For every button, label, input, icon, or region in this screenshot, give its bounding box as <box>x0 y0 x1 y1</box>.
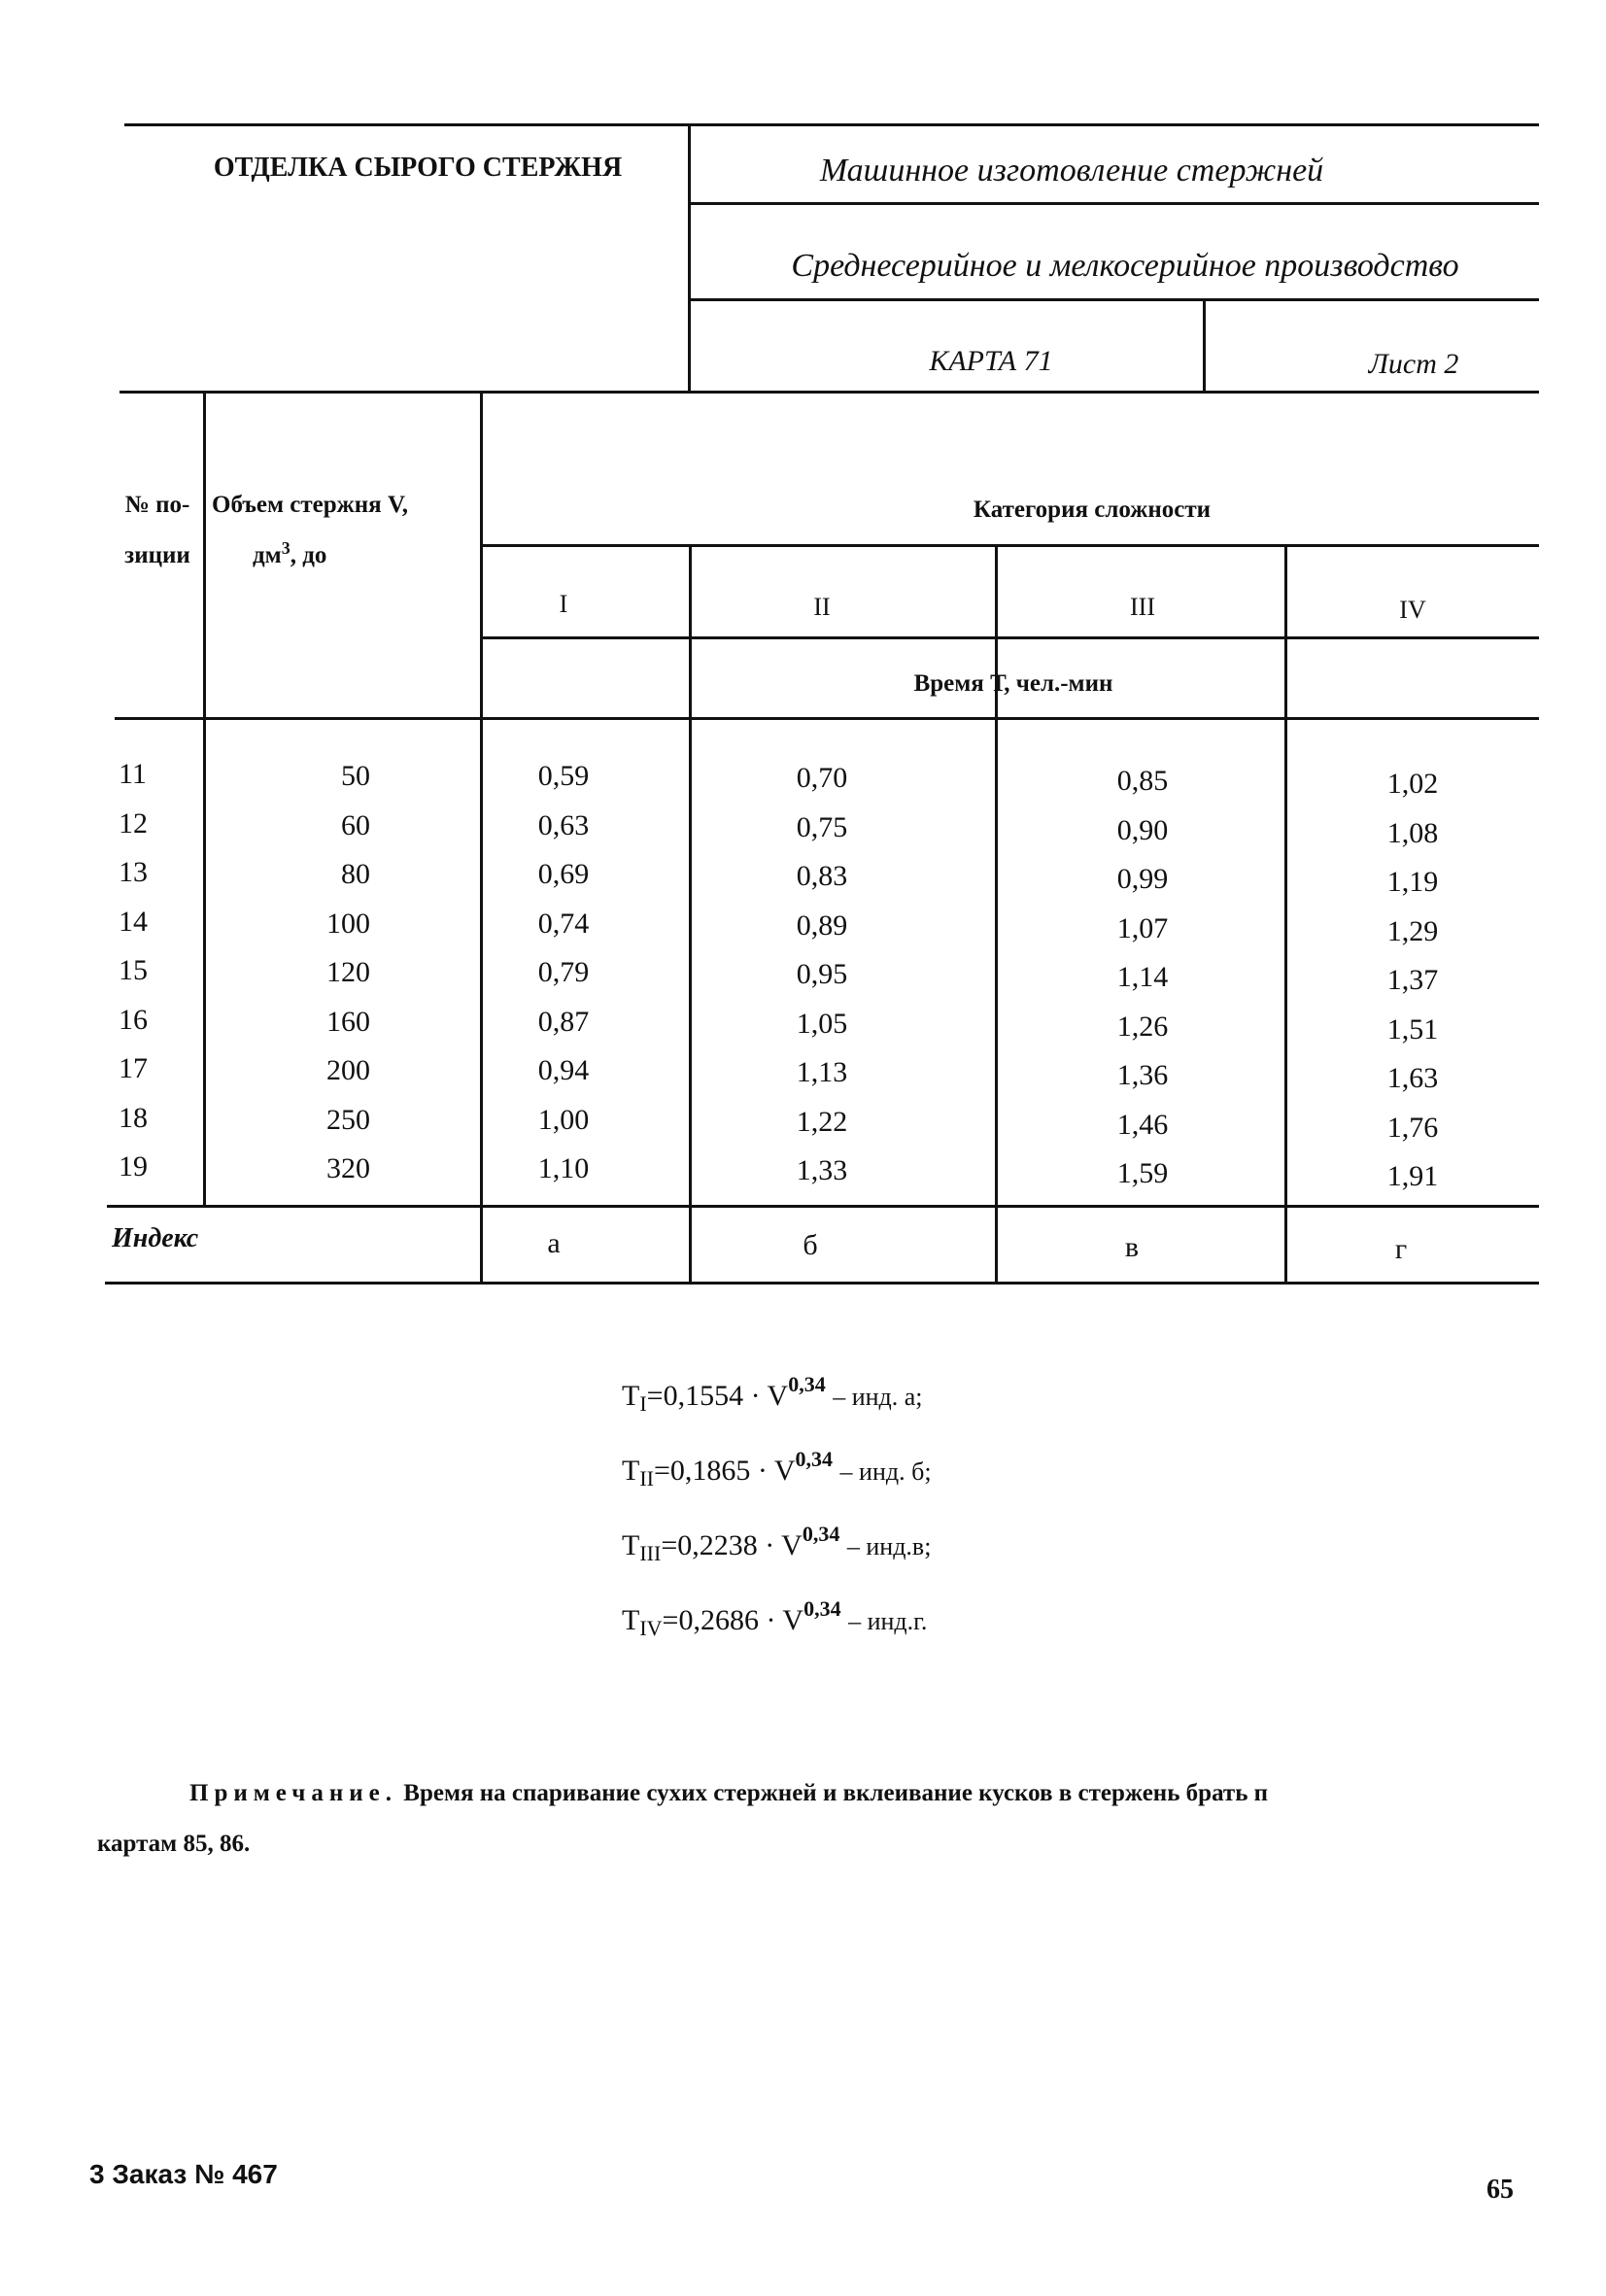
formula-IV: $T_{IV}=0,2686 \cdot V^{0,34} - инд.г$. <box>622 1596 928 1640</box>
row-time-cat-1: 1,10 <box>537 1152 590 1184</box>
row-time-cat-1: 0,69 <box>537 858 590 890</box>
header-divider <box>688 123 691 393</box>
row-time-cat-1: 0,59 <box>537 760 590 792</box>
header-rule-1 <box>688 202 1539 205</box>
row-time-cat-4: 1,19 <box>1386 866 1439 898</box>
note-label: Примечание. <box>189 1780 398 1806</box>
row-time-cat-3: 1,36 <box>1116 1059 1169 1091</box>
category-II: II <box>813 593 831 621</box>
section-title: ОТДЕЛКА СЫРОГО СТЕРЖНЯ <box>213 153 623 183</box>
process-title: Машинное изготовление стержней <box>819 153 1324 188</box>
category-III: III <box>1130 593 1155 621</box>
row-time-cat-2: 1,13 <box>796 1056 848 1088</box>
row-time-cat-2: 0,95 <box>796 958 848 990</box>
formula-I: $T_I=0,1554 \cdot V^{0,34}$ – инд. а; <box>622 1372 923 1416</box>
sheet-number: Лист 2 <box>1368 348 1459 380</box>
row-position: 17 <box>119 1052 148 1084</box>
table-bottom-rule <box>105 1282 1539 1285</box>
row-time-cat-3: 1,07 <box>1116 911 1169 944</box>
row-time-cat-4: 1,76 <box>1386 1111 1439 1144</box>
row-position: 14 <box>119 905 148 938</box>
row-time-cat-2: 1,05 <box>796 1007 848 1040</box>
note-continuation: картам 85, 86. <box>97 1831 251 1857</box>
col-line-volume <box>480 391 483 1283</box>
note-text: Время на спаривание сухих стержней и вклеивание кусков в стержень брать п <box>403 1780 1269 1806</box>
row-time-cat-4: 1,02 <box>1386 768 1439 800</box>
index-g: г <box>1394 1233 1408 1265</box>
page-number: 65 <box>1486 2175 1514 2205</box>
index-a: а <box>547 1227 561 1259</box>
index-b: б <box>803 1229 818 1261</box>
row-time-cat-2: 1,33 <box>796 1154 848 1186</box>
row-time-cat-2: 0,75 <box>796 810 848 843</box>
row-volume: 50 <box>341 760 370 792</box>
row-time-cat-3: 1,59 <box>1116 1157 1169 1189</box>
row-time-cat-4: 1,63 <box>1386 1062 1439 1094</box>
pos-header-2: зиции <box>124 542 190 568</box>
volume-header-2: $дм^3$, до <box>253 537 327 569</box>
complexity-header: Категория сложности <box>973 497 1212 523</box>
time-header: Время Т, чел.-мин <box>913 670 1113 697</box>
header-rule-2 <box>688 298 1539 301</box>
row-time-cat-3: 1,26 <box>1116 1010 1169 1043</box>
row-volume: 200 <box>326 1054 370 1086</box>
col-line-cat4 <box>1284 544 1287 1283</box>
row-time-cat-4: 1,08 <box>1386 816 1439 849</box>
row-time-cat-2: 1,22 <box>796 1105 848 1138</box>
row-time-cat-4: 1,29 <box>1386 914 1439 947</box>
header-top-rule <box>124 123 1539 126</box>
row-volume: 60 <box>341 808 370 841</box>
row-time-cat-2: 0,89 <box>796 908 848 942</box>
row-time-cat-3: 1,14 <box>1116 961 1169 993</box>
index-label: Индекс <box>112 1223 199 1253</box>
row-time-cat-4: 1,51 <box>1386 1012 1439 1045</box>
order-number: 3 Заказ № 467 <box>89 2159 278 2189</box>
header-bottom-rule <box>115 717 1539 720</box>
note <box>189 1780 1268 1807</box>
row-position: 15 <box>119 954 148 986</box>
row-time-cat-4: 1,37 <box>1386 964 1439 996</box>
row-volume: 160 <box>326 1005 370 1038</box>
row-time-cat-3: 0,90 <box>1116 813 1169 846</box>
category-rule <box>480 636 1539 639</box>
row-position: 18 <box>119 1101 148 1134</box>
row-position: 12 <box>119 806 148 840</box>
row-position: 16 <box>119 1003 148 1036</box>
row-time-cat-1: 0,79 <box>537 956 590 988</box>
row-time-cat-2: 0,83 <box>796 860 848 892</box>
pos-header-1: № по- <box>124 492 190 518</box>
row-time-cat-1: 0,87 <box>537 1005 590 1038</box>
row-position: 19 <box>119 1150 148 1182</box>
index-v: в <box>1124 1231 1140 1263</box>
card-divider <box>1203 298 1206 393</box>
row-time-cat-3: 0,99 <box>1116 863 1169 895</box>
row-time-cat-1: 0,74 <box>537 907 590 940</box>
volume-header-1: Объем стержня V, <box>212 492 409 518</box>
category-IV: IV <box>1399 596 1426 624</box>
row-time-cat-2: 0,70 <box>796 762 848 794</box>
card-number: КАРТА 71 <box>929 345 1053 377</box>
row-time-cat-3: 0,85 <box>1116 765 1169 797</box>
row-volume: 250 <box>326 1103 370 1136</box>
complexity-rule <box>480 544 1539 547</box>
row-time-cat-4: 1,91 <box>1386 1160 1439 1192</box>
category-I: I <box>559 590 568 618</box>
row-time-cat-1: 0,63 <box>537 808 590 841</box>
col-line-cat3 <box>995 544 998 1283</box>
row-time-cat-1: 1,00 <box>537 1103 590 1136</box>
table-top-rule <box>120 391 1539 394</box>
formula-III: $T_{III}=0,2238 \cdot V^{0,34} - инд.в$; <box>622 1522 932 1565</box>
row-volume: 320 <box>326 1152 370 1184</box>
row-volume: 120 <box>326 956 370 988</box>
row-position: 13 <box>119 856 148 888</box>
row-volume: 100 <box>326 907 370 940</box>
body-bottom-rule <box>107 1205 1539 1208</box>
row-time-cat-3: 1,46 <box>1116 1108 1169 1141</box>
col-line-cat2 <box>689 544 692 1283</box>
formula-II: $T_{II}=0,1865 \cdot V^{0,34}$ – инд. б; <box>622 1447 932 1491</box>
col-line-pos <box>203 391 206 1205</box>
row-position: 11 <box>119 758 147 790</box>
row-volume: 80 <box>341 858 370 890</box>
row-time-cat-1: 0,94 <box>537 1054 590 1086</box>
production-type: Среднесерийное и мелкосерийное производство <box>791 248 1459 284</box>
